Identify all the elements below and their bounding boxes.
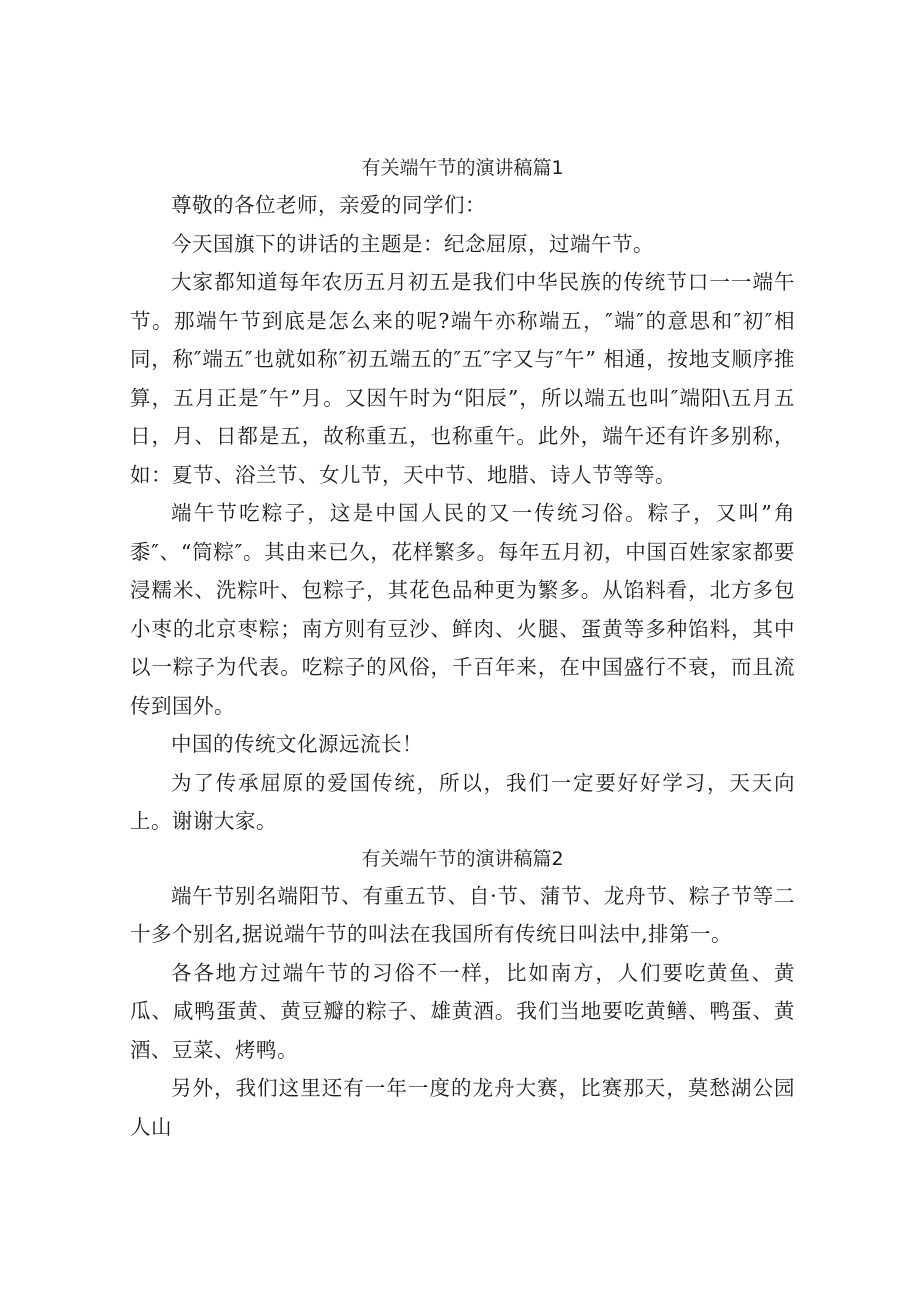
- section-title: 有关端午节的演讲稿篇1: [361, 157, 564, 179]
- paragraph: 尊敬的各位老师，亲爱的同学们：: [171, 193, 486, 217]
- paragraph: 另外，我们这里还有一年一度的龙舟大赛，比赛那天，莫愁湖公园人山: [130, 1076, 795, 1139]
- speech-section-1: [130, 150, 795, 841]
- paragraph: 各各地方过端午节的习俗不一样，比如南方，人们要吃黄鱼、黄瓜、咸鸭蛋黄、黄豆瓣的粽子、雄黄酒。我们当地要吃黄鳝、鸭蛋、黄酒、豆菜、烤鸭。: [130, 960, 795, 1062]
- paragraph: 为了传承屈原的爱国传统，所以，我们一定要好好学习，天天向上。谢谢大家。: [130, 770, 795, 833]
- paragraph: 今天国旗下的讲话的主题是：纪念屈原，过端午节。: [171, 231, 654, 256]
- paragraph: 大家都知道每年农历五月初五是我们中华民族的传统节口一一端午节。那端午节到底是怎么来的呢?端午亦称端五，″端″的意思和″初″相同，称″端五″也就如称″初五端五的″五″字又与″午” 相通，按地支顺序推算，五月正是″午”月。又因午时为“阳辰”，所以端五也叫″端阳\五月五日，月、日都是五，故称重五，也称重午。此外，端午还有许多别称，如：夏节、浴兰节、女儿节，天中节、地腊、诗人节等等。: [130, 270, 795, 487]
- document-body: [130, 150, 795, 1146]
- paragraph: 中国的传统文化源远流长！: [171, 732, 423, 756]
- section-title: 有关端午节的演讲稿篇2: [361, 847, 564, 870]
- paragraph: 端午节吃粽子，这是中国人民的又一传统习俗。粽子，又叫”角黍″、“筒粽″。其由来已久，花样繁多。每年五月初，中国百姓家家都要浸糯米、洗粽叶、包粽子，其花色品种更为繁多。从馅料看，北方多包小枣的北京枣粽；南方则有豆沙、鲜肉、火腿、蛋黄等多种馅料，其中以一粽子为代表。吃粽子的风俗，千百年来，在中国盛行不衰，而且流传到国外。: [130, 501, 795, 718]
- speech-section-2: [130, 841, 795, 1147]
- paragraph: 端午节别名端阳节、有重五节、自·节、蒲节、龙舟节、粽子节等二十多个别名,据说端午节的叫法在我国所有传统日叫法中,排第一。: [130, 883, 795, 946]
